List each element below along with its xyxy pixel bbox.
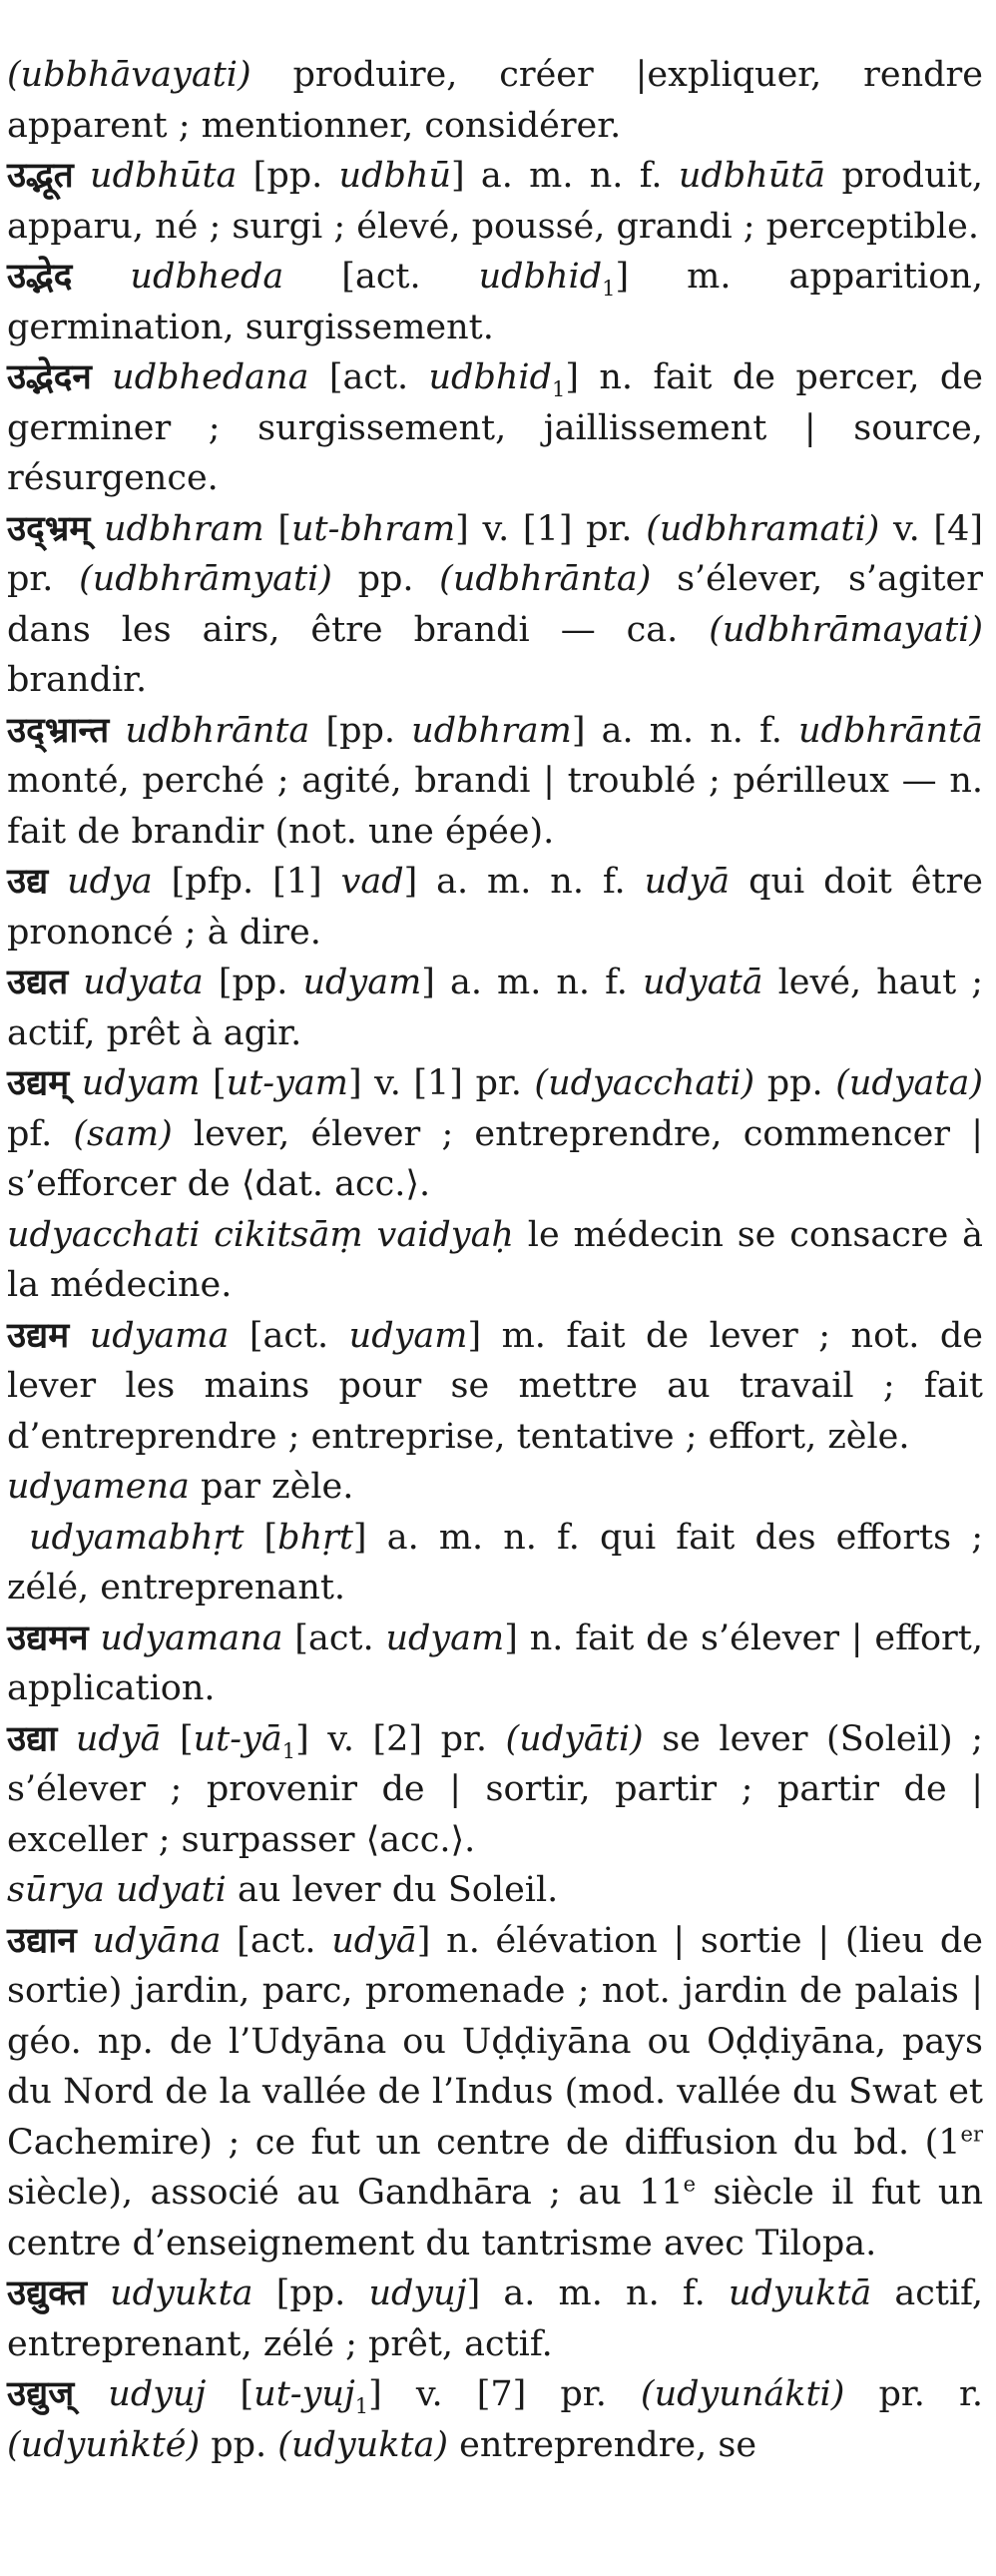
entry-text: [pfp. [1] [152, 862, 341, 902]
entry-text: ] v. [1] pr. [455, 508, 647, 549]
entry-text: pf. [7, 1113, 74, 1154]
dictionary-entry [7, 1865, 983, 1916]
entry-text [68, 963, 83, 1002]
entry-text [74, 156, 90, 196]
superscript: e [683, 2172, 697, 2197]
entry-text: par zèle. [189, 1467, 354, 1507]
italic-term: udyam [385, 1617, 505, 1658]
italic-term: udyam [81, 1063, 201, 1103]
italic-term: udya [67, 862, 153, 902]
entry-text: levé, haut ; actif, prêt à agir. [7, 963, 983, 1053]
entry-text: pp. [331, 559, 440, 599]
entry-text: se lever (Soleil) ; s’élever ; provenir de | sortir, partir ; partir de | exceller ; surpasser ⟨acc.⟩. [7, 1718, 984, 1860]
devanagari-headword: उद्यत [7, 962, 69, 1002]
italic-term: (udyata) [835, 1063, 984, 1103]
dictionary-entry [7, 352, 983, 504]
entry-text: au lever du Soleil. [226, 1870, 559, 1910]
italic-term: udyamana [100, 1617, 283, 1658]
entry-text: le médecin se consacre à la médecine. [7, 1214, 983, 1305]
devanagari-headword: उद्या [7, 1717, 58, 1759]
italic-term: udbhid [428, 357, 552, 397]
entry-text: [pp. [252, 2273, 369, 2313]
entry-text: ] a. m. n. f. [450, 156, 679, 196]
entry-text: ] n. fait de percer, de germiner ; surgissement, jaillissement | source, résurgence. [7, 357, 983, 498]
devanagari-headword: उद्युज् [7, 2373, 75, 2414]
entry-text [48, 862, 67, 902]
entry-text: [pp. [309, 710, 412, 751]
entry-text [77, 1921, 93, 1961]
devanagari-headword: उद्यान [7, 1919, 77, 1961]
italic-term: udyuktā [728, 2273, 872, 2313]
italic-term: udyuj [108, 2374, 207, 2414]
italic-term: udyatā [642, 963, 763, 1002]
italic-term: ut-bhram [291, 508, 456, 549]
entry-text [72, 257, 130, 297]
dictionary-entry [7, 1311, 983, 1463]
entry-text: ] v. [2] pr. [295, 1718, 506, 1759]
dictionary-entry [7, 706, 983, 858]
italic-term: udbhūta [90, 156, 238, 196]
dictionary-entry [7, 1916, 983, 2269]
italic-term: udyā [331, 1920, 417, 1961]
entry-text: ] a. m. n. f. [403, 862, 645, 902]
italic-term: udbhūtā [678, 156, 826, 196]
entry-text [90, 509, 104, 549]
entry-text: ] a. m. n. f. [421, 963, 643, 1002]
italic-term: udyāna [92, 1920, 222, 1961]
italic-term: bhṛt [277, 1517, 353, 1558]
dictionary-entry [7, 252, 983, 352]
italic-term: ut-yam [226, 1063, 348, 1103]
italic-term: (udyuṅkté) [7, 2424, 201, 2465]
entry-text: ] a. m. n. f. [466, 2273, 729, 2313]
italic-term: udbheda [130, 257, 284, 297]
entry-text: pp. [754, 1063, 836, 1103]
entry-text: entreprendre, se [448, 2424, 757, 2465]
entry-text: [act. [282, 1617, 386, 1658]
dictionary-entry [7, 2268, 983, 2369]
italic-term: (udbhrāmayati) [709, 609, 983, 650]
entry-text: [act. [221, 1920, 332, 1961]
entry-text: ] a. m. n. f. qui fait des efforts ; zélé, entreprenant. [7, 1517, 983, 1608]
entry-text: ] a. m. n. f. [571, 710, 799, 751]
entry-text: [pp. [237, 156, 339, 196]
italic-term: udbhram [411, 710, 572, 751]
entry-text: v. [4] pr. [7, 508, 983, 599]
italic-term: (udyukta) [277, 2424, 449, 2465]
subscript-index: 1 [602, 277, 616, 301]
italic-term: udyata [83, 963, 204, 1002]
italic-term: vad [340, 862, 404, 902]
subscript-index: 1 [354, 2394, 369, 2418]
dictionary-entry [7, 1210, 983, 1311]
subscript-index: 1 [281, 1738, 296, 1763]
entry-text [92, 357, 112, 397]
entry-text: pp. [200, 2424, 278, 2465]
italic-term: udyam [348, 1315, 468, 1356]
entry-text: [ [263, 508, 291, 549]
superscript: er [960, 2121, 983, 2146]
italic-term: (udbhrānta) [439, 559, 652, 599]
entry-text: [act. [283, 257, 479, 297]
italic-term: udyamena [7, 1467, 190, 1507]
entry-text: [pp. [203, 963, 303, 1002]
italic-term: ut-yā [193, 1718, 282, 1759]
italic-term: udbhedana [112, 357, 309, 397]
devanagari-headword: उद्भ्रम् [7, 507, 91, 549]
entry-text: ] v. [1] pr. [347, 1063, 535, 1103]
entry-text: ] n. fait de s’élever | effort, application. [7, 1617, 983, 1708]
entry-text [69, 1316, 90, 1356]
devanagari-headword: उद्भेद [7, 256, 73, 297]
dictionary-entry [7, 958, 983, 1058]
devanagari-headword: उद्भ्रान्त [7, 709, 110, 751]
entry-text: [ [200, 1063, 227, 1103]
devanagari-headword: उद्यम् [7, 1062, 70, 1103]
entry-text: brandir. [7, 660, 148, 700]
entry-text [87, 2273, 110, 2313]
entry-text: produit, apparu, né ; surgi ; élevé, poussé, grandi ; perceptible. [7, 156, 983, 247]
entry-text: ] m. apparition, germination, surgissement. [7, 257, 983, 347]
italic-term: udbhrāntā [798, 710, 983, 751]
italic-term: udyukta [110, 2273, 253, 2313]
entry-text [69, 1063, 82, 1103]
italic-term: (udyacchati) [534, 1063, 755, 1103]
italic-term: udbhram [103, 508, 264, 549]
entry-text: pr. r. [844, 2374, 983, 2414]
italic-term: udbhid [478, 257, 603, 297]
entry-text: [ [206, 2374, 254, 2414]
italic-term: sūrya udyati [7, 1870, 227, 1910]
italic-term: (udbhramati) [646, 508, 880, 549]
italic-term: (ubbhāvayati) [7, 55, 251, 95]
italic-term: udbhrānta [125, 710, 310, 751]
dictionary-entry [7, 1714, 983, 1866]
entry-text [57, 1719, 76, 1759]
devanagari-headword: उद्भूत [7, 155, 74, 196]
devanagari-headword: उद्भेदन [7, 356, 92, 397]
dictionary-entry [7, 50, 983, 151]
dictionary-subentry [7, 1513, 983, 1613]
italic-term: udyuj [368, 2273, 467, 2313]
entry-text [89, 1618, 101, 1658]
entry-text: actif, entreprenant, zélé ; prêt, actif. [7, 2273, 983, 2364]
dictionary-entry [7, 2369, 983, 2470]
dictionary-entry [7, 857, 983, 958]
devanagari-headword: उद्युक्त [7, 2272, 87, 2313]
dictionary-entry [7, 1613, 983, 1714]
italic-term: udyacchati cikitsāṃ vaidyaḥ [7, 1214, 514, 1255]
italic-term: ut-yuj [253, 2374, 355, 2414]
devanagari-headword: उद्य [7, 861, 49, 902]
devanagari-headword: उद्यम [7, 1314, 70, 1356]
italic-term: udyam [302, 963, 422, 1002]
entry-text: produire, créer |expliquer, rendre apparent ; mentionner, considérer. [7, 55, 983, 146]
entry-text: ] m. fait de lever ; not. de lever les mains pour se mettre au travail ; fait d’entreprendre ; entreprise, tentative ; effort, zèle. [7, 1315, 983, 1457]
dictionary-entry [7, 504, 983, 706]
italic-term: udyamabhṛt [29, 1517, 245, 1558]
italic-term: udyā [75, 1718, 162, 1759]
dictionary-entry [7, 151, 983, 252]
italic-term: (udyāti) [505, 1718, 644, 1759]
entry-text: qui doit être prononcé ; à dire. [7, 862, 983, 953]
italic-term: (sam) [73, 1113, 173, 1154]
italic-term: udbhū [338, 156, 451, 196]
entry-text [109, 711, 125, 751]
italic-term: (udbhrāmyati) [79, 559, 332, 599]
dictionary-entry [7, 1058, 983, 1210]
italic-term: udyā [644, 862, 731, 902]
entry-text: [ [161, 1718, 194, 1759]
entry-text: monté, perché ; agité, brandi | troublé ; périlleux — n. fait de brandir (not. une épée). [7, 761, 983, 852]
entry-text: [act. [308, 357, 429, 397]
entry-text: siècle), associé au Gandhāra ; au 11 [7, 2173, 684, 2213]
entry-text: [act. [229, 1315, 349, 1356]
devanagari-headword: उद्यमन [7, 1616, 89, 1658]
entry-text: [ [244, 1517, 278, 1558]
italic-term: udyama [89, 1315, 230, 1356]
dictionary-entry [7, 1462, 983, 1513]
subscript-index: 1 [552, 377, 566, 401]
italic-term: (udyunákti) [640, 2374, 845, 2414]
entry-text [74, 2374, 108, 2414]
entry-text: s’élever, s’agiter dans les airs, être brandi — ca. [7, 559, 983, 650]
entry-text: ] v. [7] pr. [368, 2374, 641, 2414]
entry-text: lever, élever ; entreprendre, commencer | s’efforcer de ⟨dat. acc.⟩. [7, 1113, 983, 1204]
entry-text: ] n. élévation | sortie | (lieu de sortie) jardin, parc, promenade ; not. jardin de palais | géo. np. de l’Udyāna ou Uḍḍiyāna ou Oḍḍiyāna, pays du Nord de la vallée de l’Indus (mod. vallée du Swat et Cachemire) ; ce fut un centre de diffusion du bd. (1 [7, 1920, 983, 2163]
entry-text: siècle il fut un centre d’enseignement du tantrisme avec Tilopa. [7, 2173, 983, 2263]
